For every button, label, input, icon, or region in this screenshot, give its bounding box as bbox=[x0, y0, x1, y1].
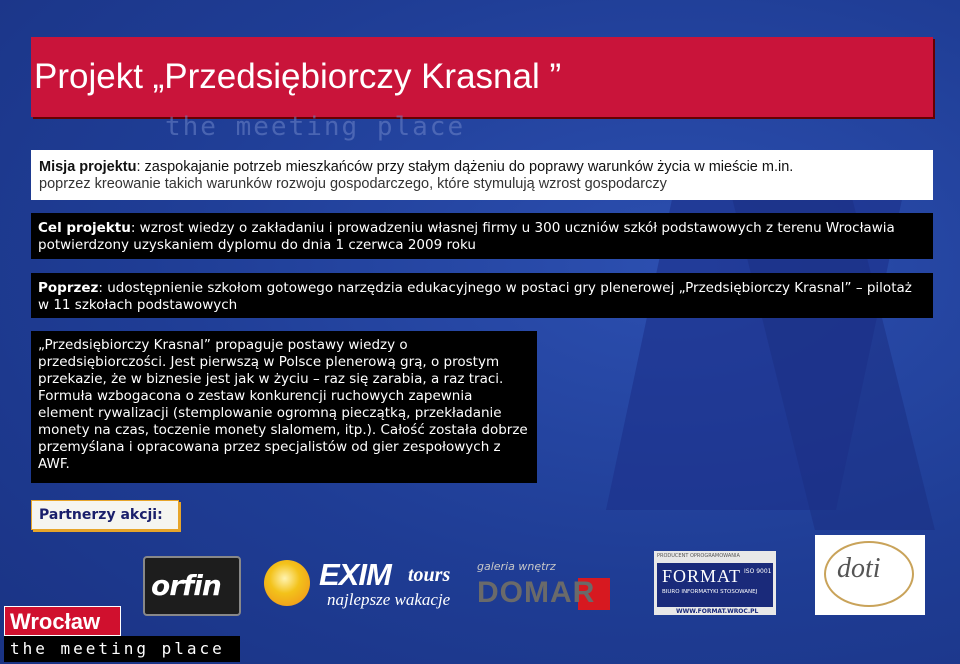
sun-icon bbox=[264, 560, 310, 606]
wroclaw-logo: Wrocław bbox=[4, 606, 121, 636]
title-bar bbox=[31, 37, 933, 117]
mission-text: : zaspokajanie potrzeb mieszkańców przy stałym dążeniu do poprawy warunków życia w mieście m.in. bbox=[136, 159, 794, 175]
mission-text-line2: poprzez kreowanie takich warunków rozwoju gospodarczego, które stymulują wzrost gospodarczy bbox=[39, 176, 667, 192]
means-box bbox=[31, 273, 933, 318]
domar-logo: galeria wnętrz DOMAR bbox=[477, 560, 641, 618]
page-title: Projekt „Przedsiębiorczy Krasnal ” bbox=[34, 57, 562, 96]
orfin-logo: orfin bbox=[143, 556, 241, 616]
means-text: : udostępnienie szkołom gotowego narzędzia edukacyjnego w postaci gry plenerowej „Przedsiębiorczy Krasnal” – pilotaż w 11 szkołach podstawowych bbox=[38, 280, 912, 313]
doti-logo: doti bbox=[815, 535, 925, 615]
mission-box bbox=[31, 150, 933, 200]
goal-text: : wzrost wiedzy o zakładaniu i prowadzeniu własnej firmy u 300 uczniów szkół podstawowych z terenu Wrocławia potwierdzony uzyskaniem dyplomu do dnia 1 czerwca 2009 roku bbox=[38, 220, 895, 253]
goal-label: Cel projektu bbox=[38, 220, 131, 236]
means-label: Poprzez bbox=[38, 280, 99, 296]
description-box bbox=[31, 331, 537, 483]
format-logo: PRODUCENT OPROGRAMOWANIA FORMAT ISO 9001 BIURO INFORMATYKI STOSOWANEJ WWW.FORMAT.WROC.PL bbox=[654, 551, 776, 615]
exim-tours-logo: EXIM tours najlepsze wakacje bbox=[258, 557, 463, 614]
partners-label: Partnerzy akcji: bbox=[39, 507, 163, 523]
goal-box bbox=[31, 213, 933, 259]
partners-label-box bbox=[31, 500, 179, 530]
mission-label: Misja projektu bbox=[39, 159, 137, 175]
description-text: „Przedsiębiorczy Krasnal” propaguje postawy wiedzy o przedsiębiorczości. Jest pierwszą w Polsce plenerową grą, o prostym przekazie, że w biznesie jest jak w życiu – raz się zarabia, a raz traci. Formuła wzbogacona o zestaw konkurencji ruchowych zapewnia element rywalizacji (stemplowanie ogromną pieczątką, przekładanie monety na czas, toczenie monety slalomem, itp.). Całość została dobrze przemyślana i opracowana przez specjalistów od gier zespołowych z AWF. bbox=[38, 337, 528, 472]
meeting-place-logo: the meeting place bbox=[4, 636, 240, 662]
watermark-text: the meeting place bbox=[165, 112, 466, 142]
